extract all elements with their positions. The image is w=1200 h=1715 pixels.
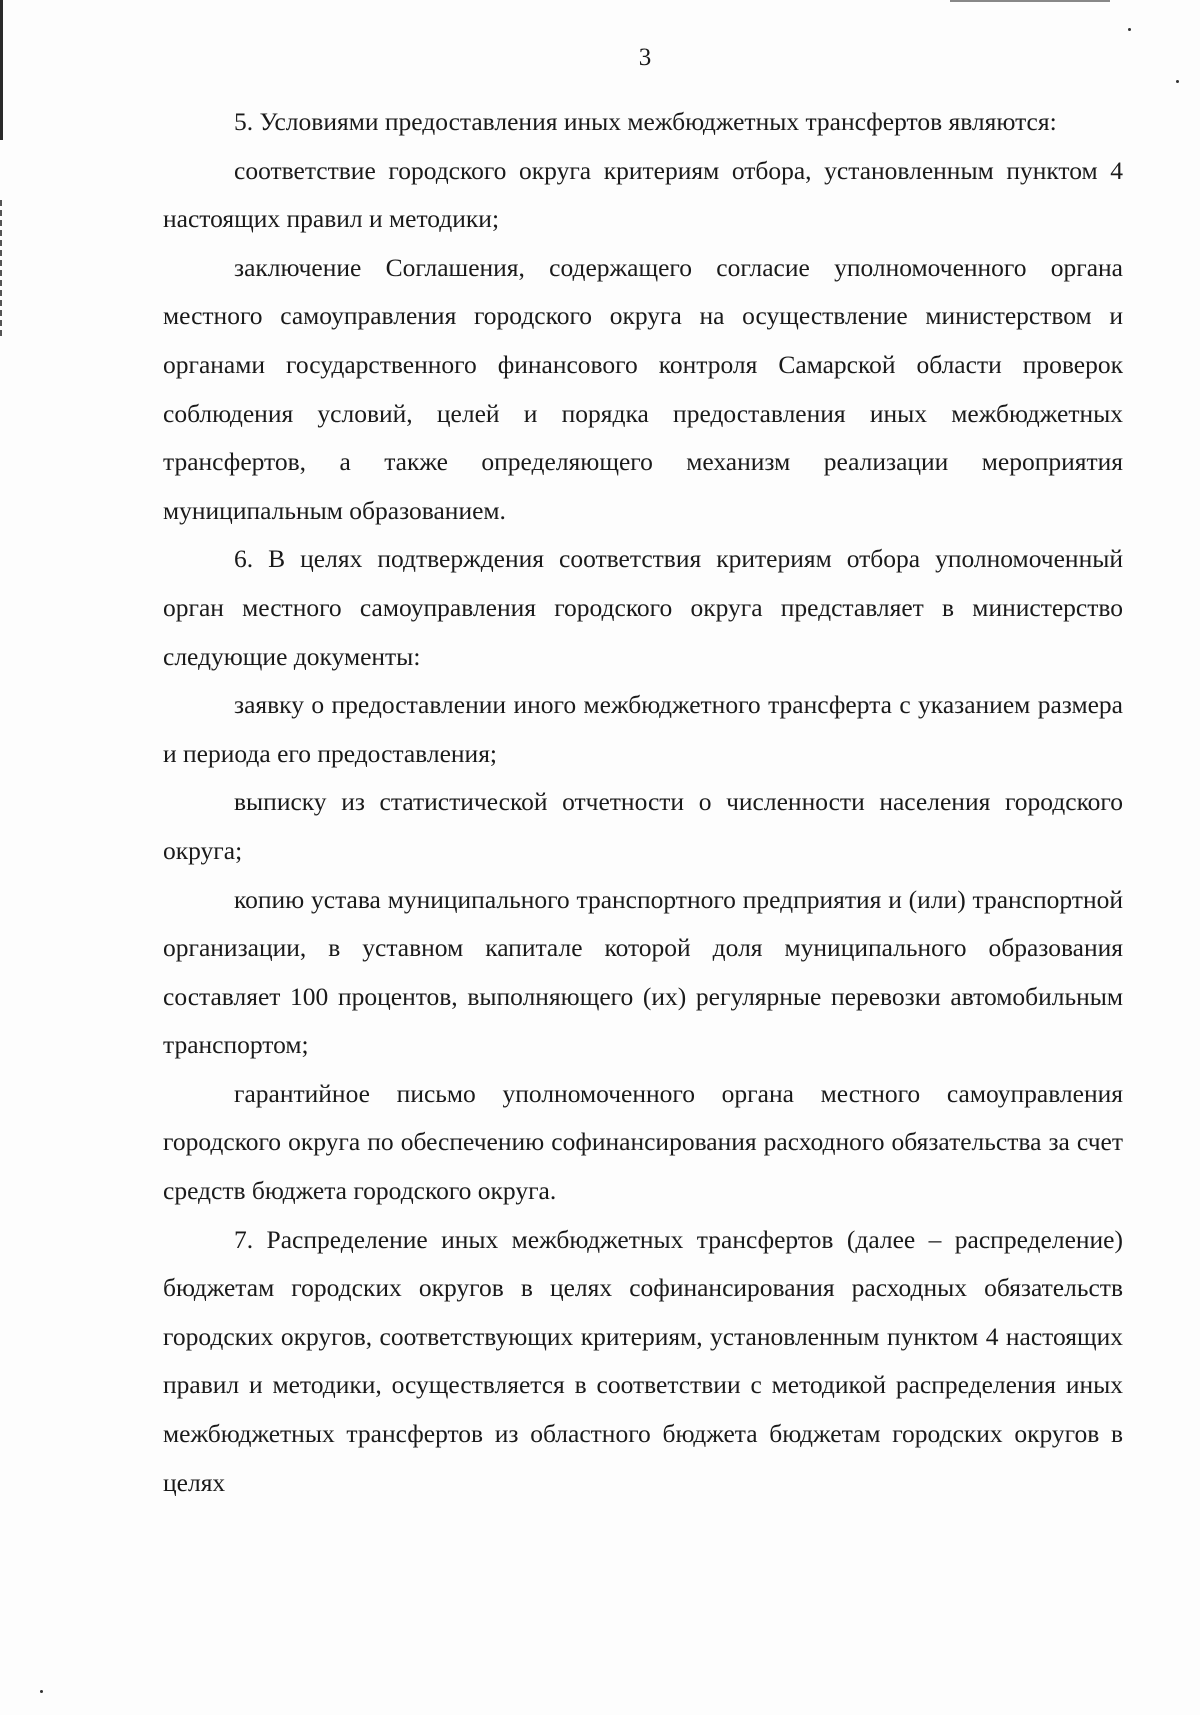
- paragraph: выписку из статистической отчетности о численности населения городского округа;: [163, 787, 1123, 865]
- paragraph: 6. В целях подтверждения соответствия критериям отбора уполномоченный орган местного самоуправления городского округа представляет в министерство следующие документы:: [163, 544, 1123, 671]
- paragraph: соответствие городского округа критериям отбора, установленным пунктом 4 настоящих правил и методики;: [163, 155, 1123, 234]
- scan-speck: [1128, 28, 1131, 31]
- page-number: 3: [638, 44, 652, 71]
- paragraph: заключение Соглашения, содержащего согласие уполномоченного органа местного самоуправления городского округа на осуществление министерством и органами государственного финансового контроля Самарской области проверок соблюдения условий, целей и порядка предоставления иных межбюджетных трансфертов, а также определяющего механизм реализации мероприятия муниципальным образованием.: [163, 252, 1123, 525]
- paragraph: 5. Условиями предоставления иных межбюджетных трансфертов являются:: [234, 107, 1057, 136]
- paragraph: копию устава муниципального транспортного предприятия и (или) транспортной организации, в уставном капитале которой доля муниципального образования составляет 100 процентов, выполняющего (их) регулярные перевозки автомобильным транспортом;: [163, 884, 1123, 1060]
- scan-speck: [1176, 80, 1179, 83]
- paragraph: заявку о предоставлении иного межбюджетного трансферта с указанием размера и периода его предоставления;: [163, 690, 1123, 768]
- paragraph: 7. Распределение иных межбюджетных трансфертов (далее – распределение) бюджетам городских округов в целях софинансирования расходных обязательств городских округов, соответствующих критериям, установленным пунктом 4 настоящих правил и методики, осуществляется в соответствии с методикой распределения иных межбюджетных трансфертов из областного бюджета бюджетам городских округов в целях: [163, 1224, 1123, 1497]
- scan-edge-mark: [0, 200, 2, 340]
- paragraph: гарантийное письмо уполномоченного органа местного самоуправления городского округа по обеспечению софинансирования расходного обязательства за счет средств бюджета городского округа.: [163, 1078, 1123, 1206]
- scan-speck: [40, 1690, 43, 1693]
- scan-top-mark: [950, 0, 1110, 2]
- document-body: [163, 98, 1123, 1507]
